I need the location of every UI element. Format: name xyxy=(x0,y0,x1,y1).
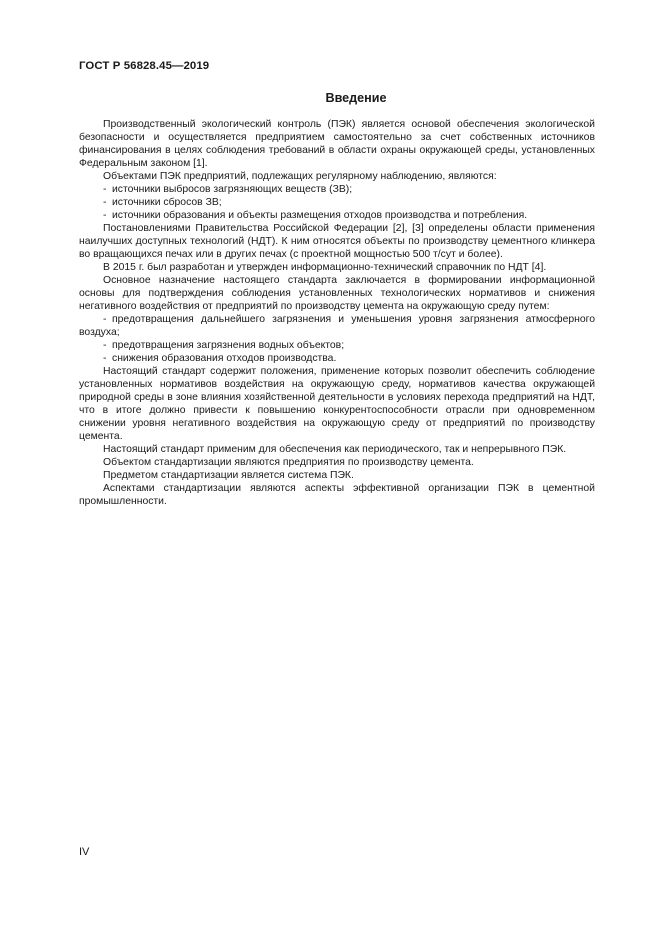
paragraph-8: Объектом стандартизации являются предприятия по производству цемента. xyxy=(103,457,474,468)
paragraph-6: Настоящий стандарт содержит положения, применение которых позволит обеспечить соблюдение установленных нормативов воздействия на окружающую среду, нормативов качества окружающей природной среды в зоне влияния хозяйственной деятельности в условиях перехода предприятий на НДТ, что в итоге должно привести к повышению конкурентоспособности отрасли при одновременном снижении уровня негативного воздействия на окружающую среду от предприятий по производству цемента. xyxy=(79,366,595,442)
list-item: - предотвращения загрязнения водных объектов; xyxy=(103,340,345,351)
paragraph-4: В 2015 г. был разработан и утвержден информационно-технический справочник по НДТ [4]. xyxy=(103,262,547,273)
document-header: ГОСТ Р 56828.45—2019 xyxy=(79,60,210,72)
body-text xyxy=(79,118,595,508)
list-item: - предотвращения дальнейшего загрязнения и уменьшения уровня загрязнения атмосферного воздуха; xyxy=(79,314,595,338)
paragraph-9: Предметом стандартизации является система ПЭК. xyxy=(103,470,354,481)
list-item: - источники выбросов загрязняющих веществ (ЗВ); xyxy=(103,184,353,195)
paragraph-10: Аспектами стандартизации являются аспекты эффективной организации ПЭК в цементной промышленности. xyxy=(79,483,595,507)
dash-bullet: - xyxy=(103,210,107,221)
dash-bullet: - xyxy=(103,184,107,195)
page-number: IV xyxy=(79,846,90,858)
paragraph-3: Постановлениями Правительства Российской Федерации [2], [3] определены области применения наилучших доступных технологий (НДТ). К ним относятся объекты по производству цементного клинкера во вращающихся печах или в других печах (с проектной мощностью 500 т/сут и более). xyxy=(79,223,595,260)
dash-bullet: - xyxy=(103,340,107,351)
dash-bullet: - xyxy=(103,314,107,325)
paragraph-7: Настоящий стандарт применим для обеспечения как периодического, так и непрерывного ПЭК. xyxy=(103,444,567,455)
paragraph-2: Объектами ПЭК предприятий, подлежащих регулярному наблюдению, являются: xyxy=(103,171,497,182)
dash-bullet: - xyxy=(103,353,107,364)
paragraph-1: Производственный экологический контроль (ПЭК) является основой обеспечения экологической безопасности и осуществляется предприятием самостоятельно за счет собственных источников финансирования в целях соблюдения требований в области охраны окружающей среды, установленных Федеральным законом [1]. xyxy=(79,119,595,169)
list-item: - источники сбросов ЗВ; xyxy=(103,197,222,208)
dash-bullet: - xyxy=(103,197,107,208)
section-title: Введение xyxy=(325,91,387,105)
paragraph-5: Основное назначение настоящего стандарта заключается в формировании информационной основы для подтверждения соблюдения установленных технологических нормативов и снижения негативного воздействия от предприятий по производству цемента на окружающую среду путем: xyxy=(79,275,595,312)
list-item: - источники образования и объекты размещения отходов производства и потребления. xyxy=(103,210,528,221)
list-item: - снижения образования отходов производства. xyxy=(103,353,337,364)
